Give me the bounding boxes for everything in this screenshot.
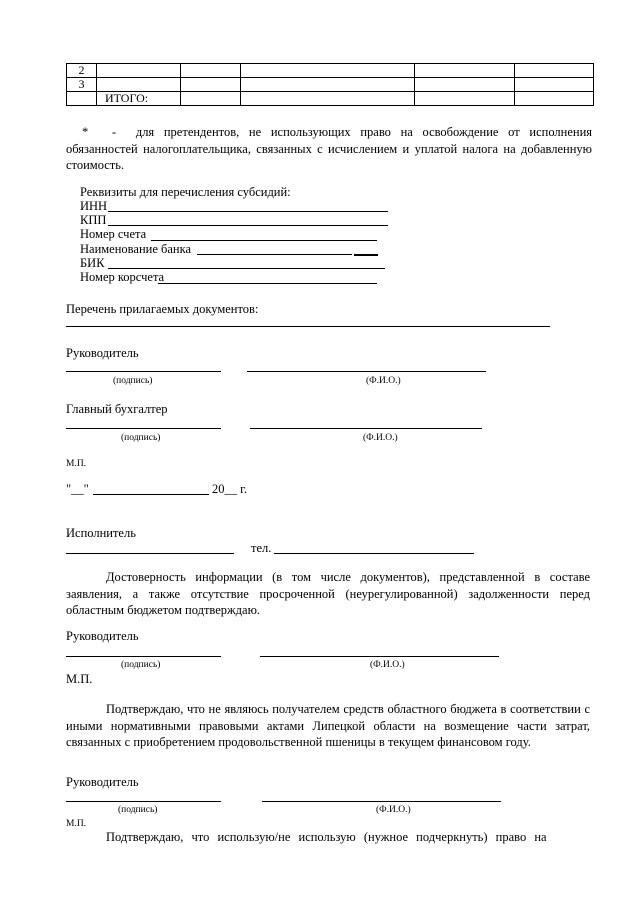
- date-quote-open: ": [66, 482, 72, 496]
- executor-field[interactable]: [66, 553, 234, 554]
- subsidy-table: [66, 63, 594, 106]
- sign1-fio-caption: (Ф.И.О.): [366, 376, 401, 386]
- requisites-block: [80, 185, 291, 200]
- date-year: [212, 482, 247, 497]
- footnote: [66, 124, 592, 174]
- bank-label: Наименование банка: [80, 242, 192, 256]
- footnote-dash: -: [111, 125, 117, 139]
- sign2-role: Главный бухгалтер: [66, 402, 168, 416]
- date-month-field[interactable]: [93, 494, 209, 495]
- sign4-role: Руководитель: [66, 775, 139, 789]
- sign3-signature-line[interactable]: [66, 656, 221, 657]
- footnote-text: для претендентов, не использующих право на освобождение от исполнения обязанностей налогоплательщика, связанных с исчислением и уплатой налога на добавленную стоимость.: [66, 125, 593, 172]
- kpp-label: КПП: [80, 213, 107, 227]
- corr-label: Номер корсчета: [80, 270, 165, 284]
- date-year-prefix: 20: [212, 482, 225, 496]
- stamp-label-2: М.П.: [66, 672, 93, 686]
- row-label: [96, 64, 180, 78]
- sign1-role: Руководитель: [66, 346, 139, 360]
- sign2-fio-caption: (Ф.И.О.): [363, 433, 398, 443]
- sign2-fio-line[interactable]: [250, 428, 482, 429]
- total-label: ИТОГО:: [96, 92, 180, 106]
- inn-label: ИНН: [80, 199, 108, 213]
- stamp-label: М.П.: [66, 459, 87, 469]
- sign4-signature-caption: (подпись): [118, 805, 158, 815]
- sign3-role: Руководитель: [66, 629, 139, 643]
- sign1-signature-caption: (подпись): [113, 376, 153, 386]
- sign1-fio-line[interactable]: [247, 371, 486, 372]
- requisites-title: Реквизиты для перечисления субсидий:: [80, 185, 291, 199]
- row-number: 2: [67, 64, 97, 78]
- sign4-signature-line[interactable]: [66, 801, 221, 802]
- confirmation-text-1: Достоверность информации (в том числе документов), представленной в составе заявления, а также отсутствие просроченной (неурегулированной) задолженности перед областным бюджетом подтверждаю.: [66, 570, 590, 617]
- documents-field[interactable]: [66, 326, 550, 327]
- sign2-signature-line[interactable]: [66, 428, 221, 429]
- sign1-signature-line[interactable]: [66, 371, 221, 372]
- row-label: [96, 78, 180, 92]
- bik-field[interactable]: [108, 268, 385, 269]
- confirmation-text-2: Подтверждаю, что не являюсь получателем средств областного бюджета в соответствии с иными нормативными правовыми актами Липецкой области на возмещение части затрат, связанных с приобретением продовольственной пшеницы в текущем финансовом году.: [66, 702, 590, 749]
- bik-label: БИК: [80, 256, 105, 270]
- tel-field[interactable]: [274, 553, 474, 554]
- bank-field-tail: [354, 254, 378, 256]
- sign2-signature-caption: (подпись): [121, 433, 161, 443]
- date-row: [66, 482, 89, 497]
- sign3-fio-line[interactable]: [260, 656, 499, 657]
- kpp-field[interactable]: [108, 225, 388, 226]
- sign4-fio-line[interactable]: [262, 801, 501, 802]
- documents-label: Перечень прилагаемых документов:: [66, 302, 259, 316]
- row-number: 3: [67, 78, 97, 92]
- date-day: __: [71, 482, 84, 496]
- executor-label: Исполнитель: [66, 526, 136, 540]
- account-field[interactable]: [151, 240, 377, 241]
- row-number: [67, 92, 97, 106]
- confirmation-text-3: Подтверждаю, что использую/не использую (нужное подчеркнуть) право на: [106, 830, 547, 844]
- sign3-fio-caption: (Ф.И.О.): [370, 660, 405, 670]
- account-label: Номер счета: [80, 227, 147, 241]
- date-quote-close: ": [83, 482, 89, 496]
- table-row: [67, 78, 594, 92]
- bank-field[interactable]: [197, 254, 352, 255]
- stamp-label-3: М.П.: [66, 819, 87, 829]
- date-year-suffix: __ г.: [224, 482, 247, 496]
- footnote-star: *: [82, 125, 89, 139]
- tel-label: тел.: [251, 541, 272, 555]
- table-row: [67, 64, 594, 78]
- table-row: [67, 92, 594, 106]
- inn-field[interactable]: [108, 211, 388, 212]
- corr-field[interactable]: [158, 283, 377, 284]
- sign3-signature-caption: (подпись): [121, 660, 161, 670]
- sign4-fio-caption: (Ф.И.О.): [376, 805, 411, 815]
